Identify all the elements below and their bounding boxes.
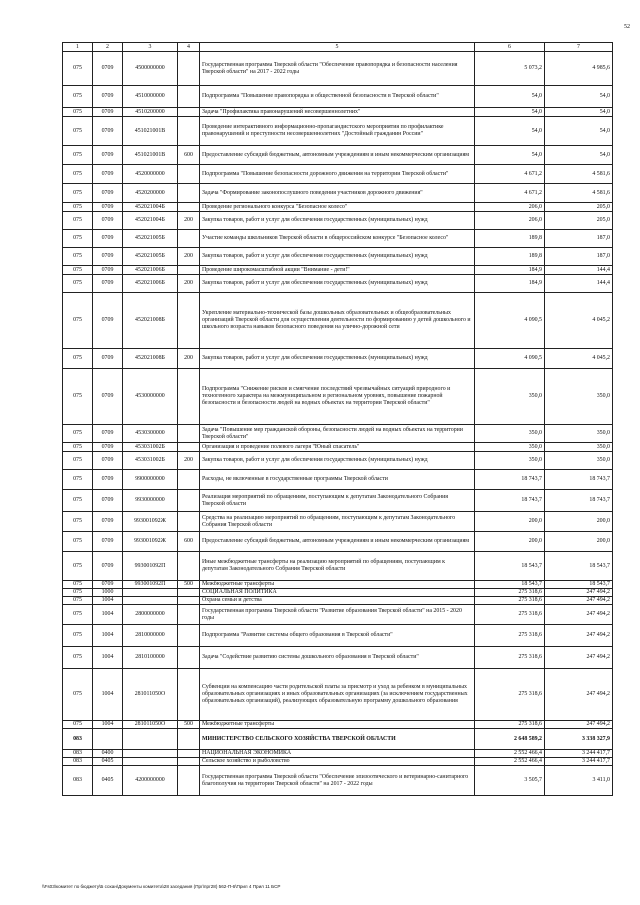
amount-executed-cell: 247 494,2: [545, 669, 613, 721]
expense-type-cell: [178, 184, 200, 203]
admin-code-cell: 083: [63, 750, 93, 758]
description-cell: Подпрограмма "Снижение рисков и смягчение последствий чрезвычайных ситуаций природного и техногенного характера на межмуниципальном и региональном уровнях, повышение пожарной безопасности и безопасности людей на водных объектах на территории Тверской области": [200, 369, 475, 425]
expense-type-cell: 200: [178, 452, 200, 470]
table-row: [63, 425, 613, 443]
expense-type-cell: 200: [178, 248, 200, 266]
description-cell: Закупка товаров, работ и услуг для обеспечения государственных (муниципальных) нужд: [200, 212, 475, 230]
expense-type-cell: [178, 203, 200, 212]
section-code-cell: 0709: [93, 369, 123, 425]
description-cell: Государственная программа Тверской области "Обеспечение правопорядка и безопасности населения Тверской области" на 2017 - 2022 годы: [200, 52, 475, 86]
amount-planned-cell: 350,0: [475, 425, 545, 443]
admin-code-cell: 075: [63, 669, 93, 721]
target-article-cell: 2810100000: [123, 647, 178, 669]
admin-code-cell: 075: [63, 203, 93, 212]
description-cell: Средства на реализацию мероприятий по обращениям, поступающим к депутатам Законодательного Собрания Тверской области: [200, 512, 475, 532]
section-code-cell: 0709: [93, 117, 123, 146]
header-cell: 4: [178, 43, 200, 52]
section-code-cell: 0709: [93, 470, 123, 490]
section-code-cell: 0709: [93, 108, 123, 117]
amount-executed-cell: 200,0: [545, 512, 613, 532]
admin-code-cell: 075: [63, 212, 93, 230]
target-article-cell: 4520200000: [123, 184, 178, 203]
target-article-cell: 451021001В: [123, 146, 178, 165]
target-article-cell: 993001092Ж: [123, 532, 178, 552]
description-cell: Сельское хозяйство и рыболовство: [200, 758, 475, 766]
description-cell: Задача "Повышение мер гражданской обороны, безопасности людей на водных объектах на территории Тверской области": [200, 425, 475, 443]
description-cell: Участие команды школьников Тверской области в общероссийском конкурсе "Безопасное колесо": [200, 230, 475, 248]
amount-planned-cell: 350,0: [475, 443, 545, 452]
amount-executed-cell: 18 743,7: [545, 470, 613, 490]
section-code-cell: 0709: [93, 293, 123, 349]
amount-executed-cell: 3 244 417,7: [545, 758, 613, 766]
amount-executed-cell: 187,0: [545, 230, 613, 248]
table-row: [63, 248, 613, 266]
amount-planned-cell: 4 090,5: [475, 349, 545, 369]
admin-code-cell: 075: [63, 86, 93, 108]
description-cell: Иные межбюджетные трансферты на реализацию мероприятий по обращениям, поступающим к депутатам Законодательного Собрания Тверской области: [200, 552, 475, 581]
description-cell: Подпрограмма "Повышение безопасности дорожного движения на территории Тверской области": [200, 165, 475, 184]
target-article-cell: 452021006Б: [123, 266, 178, 275]
section-code-cell: 1004: [93, 647, 123, 669]
table-row: [63, 625, 613, 647]
table-row: [63, 293, 613, 349]
admin-code-cell: 075: [63, 52, 93, 86]
section-code-cell: 0709: [93, 165, 123, 184]
description-cell: Закупка товаров, работ и услуг для обеспечения государственных (муниципальных) нужд: [200, 452, 475, 470]
description-cell: НАЦИОНАЛЬНАЯ ЭКОНОМИКА: [200, 750, 475, 758]
amount-executed-cell: 4 581,6: [545, 165, 613, 184]
table-row: [63, 86, 613, 108]
target-article-cell: 451021001В: [123, 117, 178, 146]
admin-code-cell: 075: [63, 184, 93, 203]
amount-executed-cell: 350,0: [545, 425, 613, 443]
admin-code-cell: 075: [63, 605, 93, 625]
target-article-cell: [123, 729, 178, 750]
target-article-cell: 4520000000: [123, 165, 178, 184]
description-cell: Предоставление субсидий бюджетным, автономным учреждениям и иным некоммерческим организациям: [200, 146, 475, 165]
admin-code-cell: 075: [63, 266, 93, 275]
table-row: [63, 275, 613, 293]
description-cell: Закупка товаров, работ и услуг для обеспечения государственных (муниципальных) нужд: [200, 275, 475, 293]
amount-executed-cell: 3 338 327,9: [545, 729, 613, 750]
amount-planned-cell: 189,8: [475, 230, 545, 248]
expense-type-cell: [178, 266, 200, 275]
header-cell: 6: [475, 43, 545, 52]
admin-code-cell: 075: [63, 470, 93, 490]
header-cell: 5: [200, 43, 475, 52]
budget-table: [62, 42, 613, 796]
amount-executed-cell: 205,0: [545, 203, 613, 212]
amount-executed-cell: 247 494,2: [545, 605, 613, 625]
amount-planned-cell: 3 505,7: [475, 766, 545, 796]
admin-code-cell: 083: [63, 766, 93, 796]
amount-planned-cell: 206,0: [475, 203, 545, 212]
header-row: [63, 43, 613, 52]
description-cell: Государственная программа Тверской области "Обеспечение эпизоотического и ветеринарно-санитарного благополучия на территории Тверской области" на 2017 - 2022 годы: [200, 766, 475, 796]
target-article-cell: 2810000000: [123, 625, 178, 647]
page-number: 52: [624, 24, 630, 30]
amount-planned-cell: 2 552 466,4: [475, 750, 545, 758]
table-row: [63, 349, 613, 369]
table-row: [63, 589, 613, 597]
section-code-cell: 0709: [93, 230, 123, 248]
expense-type-cell: [178, 230, 200, 248]
header-cell: 1: [63, 43, 93, 52]
table-row: [63, 758, 613, 766]
table-row: [63, 669, 613, 721]
description-cell: МИНИСТЕРСТВО СЕЛЬСКОГО ХОЗЯЙСТВА ТВЕРСКОЙ ОБЛАСТИ: [200, 729, 475, 750]
admin-code-cell: 075: [63, 369, 93, 425]
admin-code-cell: 075: [63, 146, 93, 165]
description-cell: СОЦИАЛЬНАЯ ПОЛИТИКА: [200, 589, 475, 597]
amount-executed-cell: 247 494,2: [545, 647, 613, 669]
amount-executed-cell: 4 581,6: [545, 184, 613, 203]
amount-planned-cell: 2 552 466,4: [475, 758, 545, 766]
amount-executed-cell: 247 494,2: [545, 597, 613, 605]
amount-planned-cell: 275 318,6: [475, 721, 545, 729]
amount-planned-cell: 275 318,6: [475, 625, 545, 647]
target-article-cell: 4510200000: [123, 108, 178, 117]
section-code-cell: 1004: [93, 625, 123, 647]
expense-type-cell: 600: [178, 146, 200, 165]
section-code-cell: 0709: [93, 275, 123, 293]
expense-type-cell: [178, 605, 200, 625]
description-cell: Закупка товаров, работ и услуг для обеспечения государственных (муниципальных) нужд: [200, 248, 475, 266]
amount-executed-cell: 4 045,2: [545, 293, 613, 349]
table-row: [63, 369, 613, 425]
amount-planned-cell: 200,0: [475, 512, 545, 532]
amount-planned-cell: 4 090,5: [475, 293, 545, 349]
target-article-cell: 4530300000: [123, 425, 178, 443]
amount-planned-cell: 206,0: [475, 212, 545, 230]
description-cell: Укрепление материально-технической базы дошкольных образовательных и общеобразовательных организаций Тверской области для осуществления деятельности по формированию у детей дошкольного и школьного возраста навыков безопасного поведения на улично-дорожной сети: [200, 293, 475, 349]
target-article-cell: [123, 750, 178, 758]
expense-type-cell: [178, 766, 200, 796]
table-row: [63, 443, 613, 452]
admin-code-cell: 075: [63, 452, 93, 470]
amount-planned-cell: 200,0: [475, 532, 545, 552]
admin-code-cell: 075: [63, 512, 93, 532]
admin-code-cell: 075: [63, 532, 93, 552]
table-row: [63, 729, 613, 750]
amount-planned-cell: 275 318,6: [475, 605, 545, 625]
section-code-cell: 1004: [93, 721, 123, 729]
description-cell: Реализация мероприятий по обращениям, поступающим к депутатам Законодательного Собрания Тверской области: [200, 490, 475, 512]
amount-planned-cell: 18 543,7: [475, 552, 545, 581]
table-row: [63, 52, 613, 86]
amount-planned-cell: 54,0: [475, 108, 545, 117]
section-code-cell: 0709: [93, 512, 123, 532]
amount-executed-cell: 54,0: [545, 108, 613, 117]
amount-planned-cell: 275 318,6: [475, 647, 545, 669]
target-article-cell: 452021004Б: [123, 212, 178, 230]
section-code-cell: 1004: [93, 605, 123, 625]
expense-type-cell: [178, 552, 200, 581]
target-article-cell: 993001092П: [123, 581, 178, 589]
target-article-cell: 453031002Б: [123, 443, 178, 452]
admin-code-cell: 075: [63, 597, 93, 605]
amount-executed-cell: 200,0: [545, 532, 613, 552]
table-row: [63, 597, 613, 605]
description-cell: Государственная программа Тверской области "Развитие образования Тверской области" на 2015 - 2020 годы: [200, 605, 475, 625]
admin-code-cell: 075: [63, 230, 93, 248]
table-row: [63, 470, 613, 490]
expense-type-cell: [178, 86, 200, 108]
admin-code-cell: 083: [63, 729, 93, 750]
expense-type-cell: 200: [178, 212, 200, 230]
description-cell: Проведение регионального конкурса "Безопасное колесо": [200, 203, 475, 212]
amount-executed-cell: 247 494,2: [545, 721, 613, 729]
description-cell: Межбюджетные трансферты: [200, 581, 475, 589]
section-code-cell: 1004: [93, 669, 123, 721]
amount-planned-cell: 350,0: [475, 452, 545, 470]
expense-type-cell: [178, 52, 200, 86]
amount-executed-cell: 3 244 417,7: [545, 750, 613, 758]
table-row: [63, 605, 613, 625]
target-article-cell: 993001092Ж: [123, 512, 178, 532]
expense-type-cell: [178, 625, 200, 647]
target-article-cell: 2800000000: [123, 605, 178, 625]
section-code-cell: 0709: [93, 452, 123, 470]
amount-executed-cell: 187,0: [545, 248, 613, 266]
section-code-cell: 0405: [93, 758, 123, 766]
admin-code-cell: 075: [63, 647, 93, 669]
admin-code-cell: 075: [63, 293, 93, 349]
amount-planned-cell: 18 743,7: [475, 470, 545, 490]
section-code-cell: 0709: [93, 443, 123, 452]
amount-planned-cell: 18 543,7: [475, 581, 545, 589]
table-row: [63, 552, 613, 581]
section-code-cell: 0709: [93, 490, 123, 512]
admin-code-cell: 075: [63, 275, 93, 293]
amount-planned-cell: 184,9: [475, 275, 545, 293]
amount-planned-cell: 2 648 589,2: [475, 729, 545, 750]
expense-type-cell: [178, 669, 200, 721]
amount-executed-cell: 18 543,7: [545, 581, 613, 589]
admin-code-cell: 075: [63, 490, 93, 512]
expense-type-cell: [178, 597, 200, 605]
expense-type-cell: [178, 729, 200, 750]
table-row: [63, 108, 613, 117]
target-article-cell: 9900000000: [123, 470, 178, 490]
amount-planned-cell: 275 318,6: [475, 589, 545, 597]
header-cell: 2: [93, 43, 123, 52]
amount-planned-cell: 4 671,2: [475, 165, 545, 184]
expense-type-cell: 600: [178, 532, 200, 552]
admin-code-cell: 075: [63, 589, 93, 597]
amount-executed-cell: 350,0: [545, 452, 613, 470]
amount-executed-cell: 144,4: [545, 275, 613, 293]
section-code-cell: [93, 729, 123, 750]
amount-executed-cell: 350,0: [545, 443, 613, 452]
target-article-cell: 4530000000: [123, 369, 178, 425]
section-code-cell: 1000: [93, 589, 123, 597]
expense-type-cell: 500: [178, 721, 200, 729]
description-cell: Закупка товаров, работ и услуг для обеспечения государственных (муниципальных) нужд: [200, 349, 475, 369]
amount-executed-cell: 3 411,0: [545, 766, 613, 796]
target-article-cell: 452021004Б: [123, 203, 178, 212]
section-code-cell: 0709: [93, 552, 123, 581]
admin-code-cell: 075: [63, 625, 93, 647]
amount-executed-cell: 350,0: [545, 369, 613, 425]
section-code-cell: 0709: [93, 425, 123, 443]
amount-planned-cell: 5 073,2: [475, 52, 545, 86]
table-row: [63, 581, 613, 589]
admin-code-cell: 075: [63, 721, 93, 729]
description-cell: Задача "Профилактика правонарушений несовершеннолетних": [200, 108, 475, 117]
target-article-cell: 452021005Б: [123, 230, 178, 248]
target-article-cell: 4200000000: [123, 766, 178, 796]
amount-planned-cell: 275 318,6: [475, 669, 545, 721]
amount-planned-cell: 275 318,6: [475, 597, 545, 605]
expense-type-cell: [178, 369, 200, 425]
expense-type-cell: [178, 425, 200, 443]
header-cell: 7: [545, 43, 613, 52]
admin-code-cell: 075: [63, 117, 93, 146]
table-row: [63, 203, 613, 212]
target-article-cell: 4510000000: [123, 86, 178, 108]
file-path-footer: \\Fs03\комитет по бюджету\Б сохан\Документы комитета\28 заседания (Прг\прг28) 562-П-6\Прил 4 Прил 11 БСР: [42, 884, 281, 889]
table-row: [63, 452, 613, 470]
amount-planned-cell: 54,0: [475, 146, 545, 165]
expense-type-cell: 200: [178, 349, 200, 369]
section-code-cell: 0709: [93, 146, 123, 165]
description-cell: Задача "Формирование законопослушного поведения участников дорожного движения": [200, 184, 475, 203]
admin-code-cell: 075: [63, 349, 93, 369]
description-cell: Проведение широкомасштабной акции "Внимание - дети!": [200, 266, 475, 275]
table-row: [63, 165, 613, 184]
section-code-cell: 0709: [93, 184, 123, 203]
description-cell: Субвенции на компенсацию части родительской платы за присмотр и уход за ребенком в муниципальных образовательных организациях и иных образовательных организациях (за исключением государственных образовательных организаций), реализующих образовательную программу дошкольного образования: [200, 669, 475, 721]
amount-planned-cell: 184,9: [475, 266, 545, 275]
table-row: [63, 721, 613, 729]
admin-code-cell: 075: [63, 581, 93, 589]
description-cell: Подпрограмма "Повышение правопорядка и общественной безопасности в Тверской области": [200, 86, 475, 108]
amount-executed-cell: 247 494,2: [545, 625, 613, 647]
admin-code-cell: 075: [63, 248, 93, 266]
description-cell: Задача "Содействие развитию системы дошкольного образования в Тверской области": [200, 647, 475, 669]
target-article-cell: [123, 758, 178, 766]
amount-executed-cell: 54,0: [545, 86, 613, 108]
description-cell: Предоставление субсидий бюджетным, автономным учреждениям и иным некоммерческим организациям: [200, 532, 475, 552]
section-code-cell: 0709: [93, 212, 123, 230]
amount-planned-cell: 4 671,2: [475, 184, 545, 203]
description-cell: Охрана семьи и детства: [200, 597, 475, 605]
expense-type-cell: [178, 293, 200, 349]
amount-planned-cell: 18 743,7: [475, 490, 545, 512]
amount-executed-cell: 54,0: [545, 117, 613, 146]
table-row: [63, 230, 613, 248]
target-article-cell: [123, 597, 178, 605]
table-row: [63, 512, 613, 532]
expense-type-cell: [178, 512, 200, 532]
expense-type-cell: [178, 443, 200, 452]
header-cell: 3: [123, 43, 178, 52]
amount-executed-cell: 4 045,2: [545, 349, 613, 369]
amount-executed-cell: 4 985,6: [545, 52, 613, 86]
description-cell: Проведение интерактивного информационно-пропагандистского мероприятия по профилактике правонарушений и преступности несовершеннолетних "Достойный гражданин России": [200, 117, 475, 146]
target-article-cell: 452021008Б: [123, 293, 178, 349]
description-cell: Организация и проведение полевого лагеря "Юный спасатель": [200, 443, 475, 452]
amount-executed-cell: 247 494,2: [545, 589, 613, 597]
expense-type-cell: [178, 490, 200, 512]
expense-type-cell: 200: [178, 275, 200, 293]
target-article-cell: 452021005Б: [123, 248, 178, 266]
table-row: [63, 766, 613, 796]
section-code-cell: 0709: [93, 349, 123, 369]
amount-planned-cell: 54,0: [475, 117, 545, 146]
expense-type-cell: [178, 758, 200, 766]
target-article-cell: 993001092П: [123, 552, 178, 581]
expense-type-cell: [178, 117, 200, 146]
table-row: [63, 117, 613, 146]
expense-type-cell: [178, 108, 200, 117]
section-code-cell: 0709: [93, 52, 123, 86]
amount-executed-cell: 144,4: [545, 266, 613, 275]
section-code-cell: 0400: [93, 750, 123, 758]
admin-code-cell: 075: [63, 425, 93, 443]
section-code-cell: 1004: [93, 597, 123, 605]
description-cell: Межбюджетные трансферты: [200, 721, 475, 729]
table-row: [63, 750, 613, 758]
section-code-cell: 0405: [93, 766, 123, 796]
expense-type-cell: [178, 589, 200, 597]
table-row: [63, 647, 613, 669]
expense-type-cell: [178, 647, 200, 669]
description-cell: Подпрограмма "Развитие системы общего образования в Тверской области": [200, 625, 475, 647]
table-row: [63, 146, 613, 165]
target-article-cell: 9930000000: [123, 490, 178, 512]
amount-executed-cell: 205,0: [545, 212, 613, 230]
target-article-cell: 452021006Б: [123, 275, 178, 293]
amount-planned-cell: 54,0: [475, 86, 545, 108]
amount-planned-cell: 350,0: [475, 369, 545, 425]
table-row: [63, 212, 613, 230]
admin-code-cell: 075: [63, 165, 93, 184]
expense-type-cell: [178, 470, 200, 490]
description-cell: Расходы, не включенные в государственные программы Тверской области: [200, 470, 475, 490]
admin-code-cell: 075: [63, 552, 93, 581]
admin-code-cell: 075: [63, 443, 93, 452]
target-article-cell: 281011050О: [123, 669, 178, 721]
amount-executed-cell: 18 543,7: [545, 552, 613, 581]
expense-type-cell: [178, 165, 200, 184]
table-row: [63, 184, 613, 203]
amount-planned-cell: 189,8: [475, 248, 545, 266]
target-article-cell: 453031002Б: [123, 452, 178, 470]
amount-executed-cell: 54,0: [545, 146, 613, 165]
target-article-cell: 281011050О: [123, 721, 178, 729]
section-code-cell: 0709: [93, 581, 123, 589]
section-code-cell: 0709: [93, 203, 123, 212]
amount-executed-cell: 18 743,7: [545, 490, 613, 512]
table-row: [63, 266, 613, 275]
target-article-cell: 4500000000: [123, 52, 178, 86]
section-code-cell: 0709: [93, 266, 123, 275]
admin-code-cell: 083: [63, 758, 93, 766]
section-code-cell: 0709: [93, 532, 123, 552]
target-article-cell: [123, 589, 178, 597]
expense-type-cell: [178, 750, 200, 758]
table-row: [63, 532, 613, 552]
section-code-cell: 0709: [93, 86, 123, 108]
target-article-cell: 452021008Б: [123, 349, 178, 369]
admin-code-cell: 075: [63, 108, 93, 117]
expense-type-cell: 500: [178, 581, 200, 589]
section-code-cell: 0709: [93, 248, 123, 266]
table-row: [63, 490, 613, 512]
